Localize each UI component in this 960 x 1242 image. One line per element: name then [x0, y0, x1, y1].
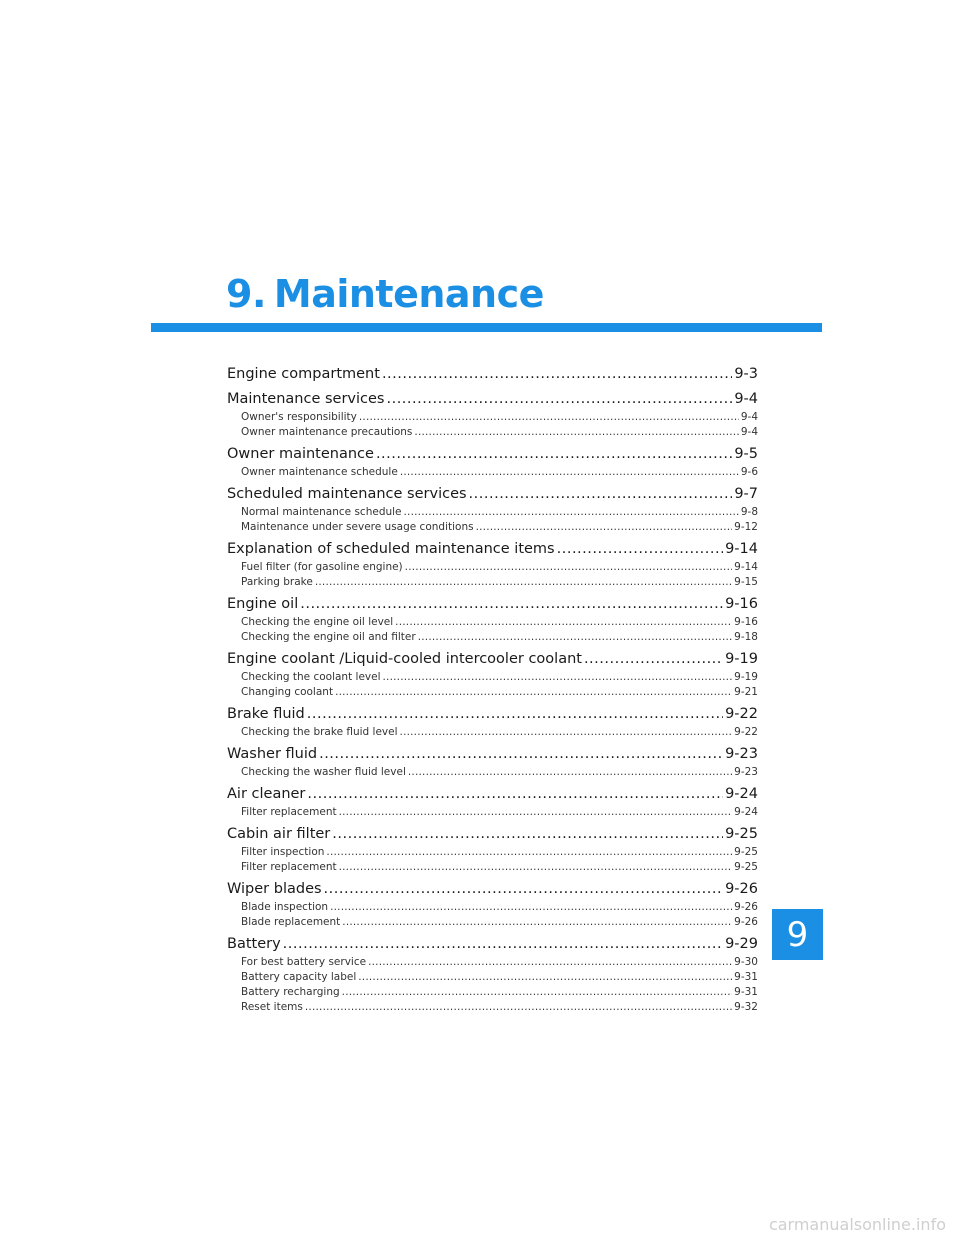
- dot-leader: [339, 860, 733, 875]
- dot-leader: [359, 410, 739, 425]
- toc-subentry[interactable]: [227, 765, 758, 780]
- toc-entry-title: Maintenance services: [227, 391, 385, 407]
- toc-entry-title: Washer fluid: [227, 746, 318, 762]
- toc-subentry-title: Checking the coolant level: [241, 671, 381, 683]
- toc-entry[interactable]: [227, 784, 758, 805]
- toc-subentry[interactable]: [227, 970, 758, 985]
- toc-subentry[interactable]: [227, 630, 758, 645]
- toc-entry-page: 9-24: [725, 786, 758, 802]
- toc-subentry-title: Filter inspection: [241, 846, 325, 858]
- toc-entry-page: 9-4: [734, 391, 758, 407]
- toc-entry[interactable]: [227, 934, 758, 955]
- dot-leader: [400, 465, 739, 480]
- dot-leader: [324, 879, 724, 900]
- dot-leader: [307, 784, 723, 805]
- toc-section: [227, 539, 758, 590]
- dot-leader: [476, 520, 733, 535]
- toc-entry-title: Owner maintenance: [227, 446, 374, 462]
- toc-subentry-title: Owner's responsibility: [241, 411, 357, 423]
- toc-entry[interactable]: [227, 594, 758, 615]
- toc-entry[interactable]: [227, 484, 758, 505]
- dot-leader: [400, 725, 733, 740]
- dot-leader: [342, 915, 732, 930]
- dot-leader: [408, 765, 732, 780]
- toc-entry-title: Engine compartment: [227, 366, 380, 382]
- toc-subentry[interactable]: [227, 465, 758, 480]
- dot-leader: [395, 615, 732, 630]
- toc-subentry[interactable]: [227, 670, 758, 685]
- toc-subentry[interactable]: [227, 860, 758, 875]
- toc-entry[interactable]: [227, 389, 758, 410]
- toc-section: [227, 649, 758, 700]
- dot-leader: [584, 649, 723, 670]
- dot-leader: [557, 539, 723, 560]
- toc-subentry-page: 9-23: [734, 766, 758, 778]
- dot-leader: [386, 389, 732, 410]
- toc-subentry-title: Reset items: [241, 1001, 303, 1013]
- toc-subentry[interactable]: [227, 505, 758, 520]
- toc-subentry-title: Blade replacement: [241, 916, 341, 928]
- toc-subentry-title: Changing coolant: [241, 686, 334, 698]
- dot-leader: [300, 594, 723, 615]
- toc-entry-page: 9-26: [725, 881, 758, 897]
- toc-subentry-page: 9-12: [734, 521, 758, 533]
- dot-leader: [305, 1000, 732, 1015]
- toc-subentry-page: 9-18: [734, 631, 758, 643]
- toc-entry-page: 9-16: [725, 596, 758, 612]
- toc-entry-page: 9-23: [725, 746, 758, 762]
- toc-entry-page: 9-5: [734, 446, 758, 462]
- toc-subentry-page: 9-31: [734, 971, 758, 983]
- toc-subentry-page: 9-26: [734, 901, 758, 913]
- chapter-name: Maintenance: [273, 272, 544, 316]
- dot-leader: [383, 670, 733, 685]
- dot-leader: [469, 484, 733, 505]
- toc-entry-title: Explanation of scheduled maintenance items: [227, 541, 555, 557]
- dot-leader: [405, 560, 732, 575]
- dot-leader: [368, 955, 732, 970]
- toc-subentry-page: 9-16: [734, 616, 758, 628]
- toc-entry[interactable]: [227, 704, 758, 725]
- toc-section: [227, 824, 758, 875]
- toc-subentry[interactable]: [227, 1000, 758, 1015]
- dot-leader: [376, 444, 732, 465]
- toc-subentry-title: Filter replacement: [241, 861, 337, 873]
- toc-entry[interactable]: [227, 364, 758, 385]
- toc-subentry-page: 9-15: [734, 576, 758, 588]
- toc-subentry-title: Checking the engine oil and filter: [241, 631, 416, 643]
- toc-entry-page: 9-25: [725, 826, 758, 842]
- toc-section: [227, 389, 758, 440]
- toc-entry[interactable]: [227, 539, 758, 560]
- toc-subentry-page: 9-25: [734, 846, 758, 858]
- dot-leader: [404, 505, 739, 520]
- table-of-contents: [227, 364, 758, 1019]
- toc-section: [227, 594, 758, 645]
- toc-entry-title: Scheduled maintenance services: [227, 486, 467, 502]
- toc-subentry-page: 9-31: [734, 986, 758, 998]
- toc-entry-page: 9-19: [725, 651, 758, 667]
- toc-subentry-title: Fuel filter (for gasoline engine): [241, 561, 403, 573]
- toc-entry-title: Battery: [227, 936, 281, 952]
- toc-subentry[interactable]: [227, 410, 758, 425]
- toc-section: [227, 444, 758, 480]
- toc-subentry[interactable]: [227, 685, 758, 700]
- toc-subentry-page: 9-26: [734, 916, 758, 928]
- toc-entry[interactable]: [227, 879, 758, 900]
- chapter-title: [226, 272, 544, 316]
- toc-subentry-page: 9-30: [734, 956, 758, 968]
- toc-subentry-page: 9-4: [740, 426, 758, 438]
- toc-subentry-title: Maintenance under severe usage conditions: [241, 521, 474, 533]
- dot-leader: [414, 425, 738, 440]
- toc-subentry[interactable]: [227, 615, 758, 630]
- toc-entry-title: Engine oil: [227, 596, 299, 612]
- dot-leader: [358, 970, 732, 985]
- toc-subentry-page: 9-21: [734, 686, 758, 698]
- toc-subentry-title: Battery capacity label: [241, 971, 357, 983]
- toc-subentry-page: 9-22: [734, 726, 758, 738]
- toc-entry[interactable]: [227, 824, 758, 845]
- toc-subentry-title: Checking the washer fluid level: [241, 766, 406, 778]
- dot-leader: [382, 364, 732, 385]
- toc-entry-page: 9-22: [725, 706, 758, 722]
- dot-leader: [418, 630, 732, 645]
- dot-leader: [307, 704, 723, 725]
- toc-subentry-page: 9-14: [734, 561, 758, 573]
- toc-subentry-page: 9-8: [740, 506, 758, 518]
- dot-leader: [315, 575, 732, 590]
- toc-subentry[interactable]: [227, 900, 758, 915]
- toc-subentry-page: 9-6: [740, 466, 758, 478]
- dot-leader: [332, 824, 723, 845]
- dot-leader: [283, 934, 723, 955]
- toc-entry[interactable]: [227, 744, 758, 765]
- dot-leader: [339, 805, 733, 820]
- dot-leader: [330, 900, 732, 915]
- dot-leader: [342, 985, 733, 1000]
- toc-section: [227, 484, 758, 535]
- toc-subentry[interactable]: [227, 575, 758, 590]
- dot-leader: [326, 845, 732, 860]
- toc-subentry[interactable]: [227, 845, 758, 860]
- watermark: carmanualsonline.info: [768, 1215, 946, 1234]
- dot-leader: [319, 744, 723, 765]
- toc-entry-title: Brake fluid: [227, 706, 305, 722]
- toc-subentry[interactable]: [227, 725, 758, 740]
- toc-entry[interactable]: [227, 444, 758, 465]
- toc-subentry-title: Filter replacement: [241, 806, 337, 818]
- title-rule: [151, 323, 822, 332]
- toc-subentry-page: 9-19: [734, 671, 758, 683]
- chapter-tab[interactable]: 9: [772, 909, 823, 960]
- toc-subentry[interactable]: [227, 955, 758, 970]
- toc-entry[interactable]: [227, 649, 758, 670]
- toc-subentry-title: Parking brake: [241, 576, 313, 588]
- toc-entry-page: 9-7: [734, 486, 758, 502]
- toc-subentry-title: Owner maintenance schedule: [241, 466, 398, 478]
- toc-entry-title: Cabin air filter: [227, 826, 331, 842]
- toc-subentry[interactable]: [227, 425, 758, 440]
- dot-leader: [335, 685, 732, 700]
- toc-subentry[interactable]: [227, 520, 758, 535]
- toc-subentry[interactable]: [227, 560, 758, 575]
- toc-subentry-title: Blade inspection: [241, 901, 329, 913]
- toc-entry-page: 9-14: [725, 541, 758, 557]
- toc-subentry-page: 9-4: [740, 411, 758, 423]
- toc-subentry-page: 9-25: [734, 861, 758, 873]
- toc-subentry-page: 9-32: [734, 1001, 758, 1013]
- toc-entry-title: Engine coolant /Liquid-cooled intercooler coolant: [227, 651, 582, 667]
- toc-subentry-page: 9-24: [734, 806, 758, 818]
- toc-subentry-title: Checking the engine oil level: [241, 616, 394, 628]
- toc-subentry[interactable]: [227, 985, 758, 1000]
- toc-section: [227, 744, 758, 780]
- toc-subentry-title: Battery recharging: [241, 986, 340, 998]
- toc-subentry-title: Checking the brake fluid level: [241, 726, 398, 738]
- toc-section: [227, 879, 758, 930]
- toc-entry-title: Wiper blades: [227, 881, 322, 897]
- toc-entry-page: 9-3: [734, 366, 758, 382]
- toc-subentry[interactable]: [227, 915, 758, 930]
- toc-section: [227, 784, 758, 820]
- toc-section: [227, 704, 758, 740]
- toc-subentry-title: Normal maintenance schedule: [241, 506, 402, 518]
- chapter-number: 9.: [226, 272, 266, 316]
- toc-subentry-title: For best battery service: [241, 956, 367, 968]
- toc-entry-page: 9-29: [725, 936, 758, 952]
- toc-section: [227, 364, 758, 385]
- toc-entry-title: Air cleaner: [227, 786, 306, 802]
- toc-subentry-title: Owner maintenance precautions: [241, 426, 413, 438]
- toc-subentry[interactable]: [227, 805, 758, 820]
- toc-section: [227, 934, 758, 1015]
